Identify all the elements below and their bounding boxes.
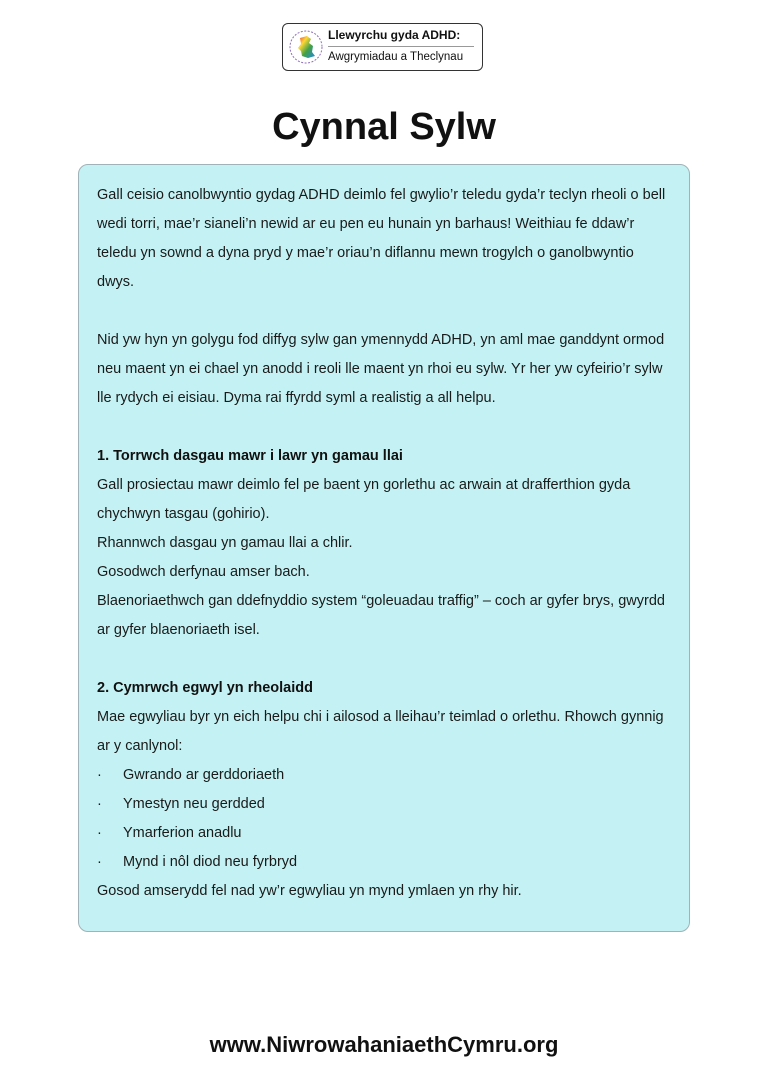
header-badge	[282, 23, 483, 71]
spacer	[97, 297, 671, 326]
intro-paragraph-1: Gall ceisio canolbwyntio gydag ADHD deimlo fel gwylio’r teledu gyda’r teclyn rheoli o bell wedi torri, mae’r sianeli’n newid ar eu pen eu hunain yn barhaus! Weithiau fe ddaw’r teledu yn sownd a dyna pryd y mae’r oriau’n diflannu mewn trogylch o ganolbwyntio dwys.	[97, 187, 666, 290]
section-1-line: Gall prosiectau mawr deimlo fel pe baent yn gorlethu ac arwain at drafferthion gyda chychwyn tasgau (gohirio).	[97, 477, 631, 522]
list-item-text: Ymestyn neu gerdded	[123, 796, 265, 812]
section-2-intro: Mae egwyliau byr yn eich helpu chi i ailosod a lleihau’r teimlad o orlethu. Rhowch gynnig ar y canlynol:	[97, 709, 664, 754]
list-item	[97, 761, 671, 790]
spacer	[97, 413, 671, 442]
intro-paragraph-2: Nid yw hyn yn golygu fod diffyg sylw gan ymennydd ADHD, yn aml mae ganddynt ormod neu maent yn ei chael yn anodd i reoli lle maent yn rhoi eu sylw. Yr her yw cyfeirio’r sylw lle rydych ei eisiau. Dyma rai ffyrdd syml a realistig a all helpu.	[97, 332, 665, 406]
bullet-icon: ·	[97, 767, 102, 783]
bullet-icon: ·	[97, 854, 102, 870]
section-2-heading: 2. Cymrwch egwyl yn rheolaidd	[97, 680, 313, 696]
section-1-line: Blaenoriaethwch gan ddefnyddio system “goleuadau traffig” – coch ar gyfer brys, gwyrdd ar gyfer blaenoriaeth isel.	[97, 593, 665, 638]
list-item-text: Ymarferion anadlu	[123, 825, 242, 841]
bullet-icon: ·	[97, 796, 102, 812]
list-item	[97, 790, 671, 819]
list-item	[97, 848, 671, 877]
badge-subtitle: Awgrymiadau a Theclynau	[328, 51, 464, 63]
section-1-line: Gosodwch derfynau amser bach.	[97, 564, 310, 580]
list-item-text: Mynd i nôl diod neu fyrbryd	[123, 854, 298, 870]
section-2-outro: Gosod amserydd fel nad yw’r egwyliau yn mynd ymlaen yn rhy hir.	[97, 883, 522, 899]
badge-divider	[328, 46, 474, 47]
section-1-heading: 1. Torrwch dasgau mawr i lawr yn gamau llai	[97, 448, 403, 464]
badge-title: Llewyrchu gyda ADHD:	[328, 28, 461, 42]
spacer	[97, 645, 671, 674]
list-item-text: Gwrando ar gerddoriaeth	[123, 767, 285, 783]
section-1-line: Rhannwch dasgau yn gamau llai a chlir.	[97, 535, 353, 551]
list-item	[97, 819, 671, 848]
content-card	[78, 164, 690, 932]
page-title: Cynnal Sylw	[272, 106, 496, 148]
bullet-icon: ·	[97, 825, 102, 841]
footer-website-link[interactable]: www.NiwrowahaniaethCymru.org	[209, 1032, 559, 1057]
wales-map-rainbow-logo-icon	[288, 29, 324, 65]
